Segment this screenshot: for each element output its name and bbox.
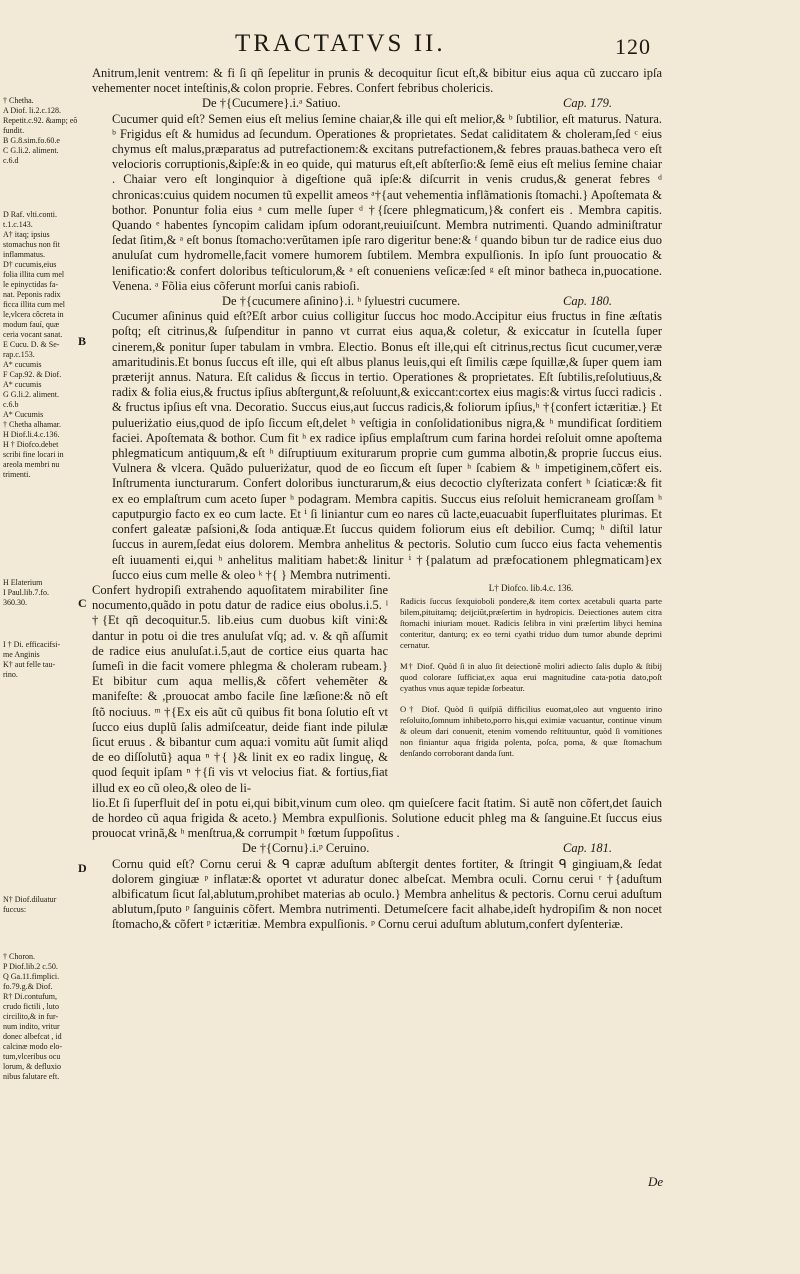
paragraph-anitrum: Anitrum,lenit ventrem: & fi ſi qñ ſepelitur in prunis & decoquitur ſicut eſt,& bibitur eius aqua cũ zuccaro ipſa vehementer nocet inteſtinis,& colon proprie. Febres. Confert febribus cholericis. (92, 66, 662, 96)
margin-note-5: N† Diof.diluatur fuccus: (3, 895, 57, 914)
margin-mark-d: D (78, 861, 87, 875)
chapter-title: De †{Cucumere}.i.ᵃ Satiuo. (202, 96, 341, 111)
chapter-number: Cap. 180. (563, 294, 612, 309)
chapter-number: Cap. 179. (563, 96, 612, 111)
margin-note-2: D Raf. vlti.conti. t.1.c.143. A† itaq; ipsius stomachus non fit inflammatus. D† cucumis,eius folia illita cum mel le epinyctidas fa- nat. Peponis radix ficca illita cum mel le,vlcera côcreta in modum fauí, quæ ceria vocant sanat. E Cucu. D. & Se- rap.c.153. A* cucumis F Cap.92. & Diof. A* cucumis G G.li.2. aliment. c.6.b A* Cucumis † Chetha alhamar. H Diof.li.4.c.136. H † Diofco.debet scribi fine locari in areola membri nu trimenti. (3, 210, 65, 479)
chapter-title: De †{cucumere aſinino}.i. ʰ ſyluestri cucumere. (222, 294, 461, 309)
footnotes-column (400, 583, 662, 796)
footnote-o: O† Diof. Quòd ſi quiſpiã difficilius euomat,oleo aut vnguento irino reſoluito,ſomnum inhibeto,porro his,qui eximiæ vacuantur, continue vinum & oleum dari conuenit, etenim vomendo reſtituuntur, quòd ſi vomitiones non finiantur aqua frigida polenta, poſca, poma, & quæ ſtomachum denſando corroborant danda ſunt. (400, 703, 662, 758)
catchword: De (648, 1174, 664, 1189)
page-header (0, 30, 800, 70)
folio-number: 120 (615, 34, 651, 59)
margin-note-3: H Elaterium I Paul.lib.7.fo. 360.30. (3, 578, 49, 607)
footnote-l-head: L† Diofco. lib.4.c. 136. (488, 582, 574, 593)
margin-mark-b: B (78, 334, 87, 348)
paragraph-cucumer-asininus: Cucumer aſininus quid eſt?Eſt arbor cuius colligitur ſuccus hoc modo.Accipitur eius fructus in fine æſtatis poſtq; eſt citrinus,& ſuſpenditur in panno vt currat eius aqua,& coletur, & exiccatur in ſcutella ſuper cinerem,& ponitur ſuper tabulam in vmbra. Electio. Bonus eſt ille,qui eſt citrinus,rectus ſicut cucumer,veræ amaritudinis.Et bonus ſuccus eſt ille, qui eſt albus planus leuis,qui eſt ſimilis cæpe ſquillæ,& ſuper quem iam præterijt annus. Natura. Eſt calidus & ſiccus in tertio. Operationes & proprietates. Eſt ſubtilis,reſolutiuus,& radix & folia eius,& fructus ipſius abſtergunt,& reſoluunt,& exiccant:cortex eius magis:& virtus ſucci radicis . & fructus ipſius eſt vna. Decoratio. Succus eius,aut ſuccus radicis,& foliorum ipſius,ʰ †{confert ictæritiæ.} Et pulueriżatio eius,quod de ipſo ſiccum eſt,delet ʰ veſtigia in conſolidationibus nigra,& ʰ mundificat ſorditiem faciei. Apoſtemata & bothor. Cum fit ʰ ex radice ipſius emplaſtrum cum farina hordei reſoluit omne apoſtema phlegmaticum antiquum,& eſt ʰ diſruptiuum exiturarum proprie cum gumma albotin,& proprie ſuccus eius. Vulnera & vlcera. Quãdo pulueriżatur, quod de eo ſiccum eſt ſuper ʰ ſcabiem & ʰ impetiginem,cõfert eis. Inſtrumenta iuncturarum. Confert doloribus iuncturarum,& eius decoctio clyſterizata confert ʰ ſciaticæ:& fit ex eo emplaſtrum cum aceto ſuper ʰ podagram. Membra capitis. Succus eius reſoluit hemicraneam groſſam ʰ caputpurgio facto ex eo cum lacte. Et ⁱ ſi liniantur cum eo nares cũ lacte,euacuabit ſuperfluitates plurimas. Et confert galeatæ paſsioni,& ſoda antiquæ.Et ſuccus quidem foliorum eius eſt debilior. Cumq; ʰ diſtil latur ſuccus in aurem,ſedat eius dolorem. Membra anhelitus & pectoris. Solutio cum ſucco eius facta vehementis eſt iuuamenti ei,qui ʰ anhelitus malitiam habet:& linitur ⁱ †{palatum ad præfocationem phlegmaticam}ex ſucco eius cum melle & oleo ᵏ †{ } Membra nutrimenti. (112, 309, 662, 582)
paragraph-cucumer: Cucumer quid eſt? Semen eius eſt melius ſemine chaiar,& ille qui eſt melior,& ᵇ ſubtilior, eſt maturus. Natura. ᵇ Frigidus eſt & humidus ad ſecundum. Operationes & proprietates. Sedat caliditatem & choleram,ſed ᶜ eius chymus eſt malus,præparatus ad putrefactionem:& excitans putrefactionem,& febres prauas.batheca vero eſt velocioris corruptionis,&ipſe:& in eo quide, qui maturus eſt,eſt abſterſio:& ſemẽ eius eſt melius ſemine chaiar . Chaiar vero eſt longinquior à digeſtione quã ipſe:& diſcurrit in venis crudus,& generat febres ᵈ chronicas:cuius quidem nocumen tũ expellit ameos ᵃ†{aut vehementia inflãmationis ſtomachi.} Apoſtemata & bothor. Ponuntur folia eius ᵃ cum melle ſuper ᵈ †{ſcere phlegmaticum,}& confert eis . Membra capitis. Quando ᵉ habentes ſyncopim calidam ipſum odorant,reuiuiſcunt. Membra nutrimenti. Quando adminiſtratur ſedat ſitim,& ᵃ eſt bonus ſtomacho:verũtamen ipſe raro digeritur bene:& ᶠ quando bibun tur de radice eius duo anuluſat cum hydromelle,facit vomere humorem ſubtilem. Membra expulſionis. In ipſo ſunt prouocatio & lenificatio:& confert doloribus teſticulorum,& ᵃ eſt conueniens veſicæ:ſed ᵍ eſt minor batheca in,puocatione. Venena. ᵃ Fõlia eius cõferunt morſui canis rabioſi. (112, 111, 662, 293)
paragraph-cornu: Cornu quid eſt? Cornu cerui & ᑫ capræ aduſtum abſtergit dentes fortiter, & ſtringit ᑫ gingiuam,& ſedat dolorem gingiuæ ᵖ inflatæ:& oportet vt aduratur donec albeſcat. Membra oculi. Cornu cerui ʳ †{aduſtum albificatum ſicut ſal,ablutum,prohibet materias ab oculo.} Membra anhelitus & pectoris. Cornu cerui aduſtum ablutum,ſputo ᵖ ſanguinis cõfert. Membra nutrimenti. Detumeſcere facit alhabe,ideſt hydropiſim & non nocet ſtomacho,& cõfert ᵖ ictæritiæ. Membra expulſionis. ᵖ Cornu cerui aduſtum ablutum,confert dyſenteriæ. (112, 856, 662, 932)
two-column-block (92, 583, 662, 796)
footnote-l: Radicis ſuccus ſexquioboli pondere,& item cortex acetabuli quarta parte bilem,pituitamq; deijciũt,præſertim in hydropicis. Deiectiones autem citra ſtomachi iniuriam mouet. Radicis ſelibra in vini præſertim libyci hemina conteritur, danturq; ex eo terni cyathi triduo dum tumor abunde deprimi cernatur. (400, 595, 662, 650)
paragraph-hydropisis: Confert hydropiſi extrahendo aquoſitatem mirabiliter ſine nocumento,quãdo in potu datur de radice eius obolus.i.5. ˡ †{Et qñ decoquitur.5. lib.eius cum duobus kiſt vini:& dantur in potu oi die tres anuluſat vſq; ad. v. & qñ aſſumit de radice eius anuluſat.i.5,aut de cortice eius quarta hac ſumeſi in die facit vomere phlegma & choleram rubeam.} Et bibitur cum aqua mellis,& cõfert vehemẽter & manifeſte: & ,prouocat ambo facile ſine læſione:& nõ eſt ſtõ nociuus. ᵐ †{Ex eis aũt cũ quibus fit bona ſolutio eſt vt ſucco eius duplũ ſalis admiſceatur, deide fiant inde pilulæ ſicut eruus . & bibantur cum aqua:i vomitu aũt ſumit aliqd de eo diſſolutũ} aqua ⁿ †{ }& linit ex eo radix linguę, & quod ſequit ipſam ⁿ †{ſi vis vt velocius fiat. & fortius,fiat illud ex eo cũ oleo,& oleo de li- (92, 582, 388, 795)
main-text (92, 66, 662, 933)
margin-mark-c: C (78, 596, 87, 610)
footnote-m: M† Diof. Quòd ſi in aluo ſit deiectionẽ moliri adiecto ſalis duplo & ſtibij quod colorare ſufficiat,ex aqua erui magnitudine cata-potia dato,poſt cyathus vnus aquæ tepidæ ſorbeatur. (400, 660, 662, 693)
chapter-title: De †{Cornu}.i.ᵖ Ceruino. (242, 841, 370, 856)
paragraph-hydropisis-continued: lio.Et ſi ſuperfluit deſ in potu ei,qui bibit,vinum cum oleo. qm quieſcere facit ſtatim. Si autẽ non cõfert,det ſauich de hordeo cũ aqua frigida & aceto.} Membra expulſionis. Solutione educit phleg ma & ſanguine.Et ſuccus eius prouocat vrinã,& ʰ menſtrua,& corrumpit ʰ fœtum ſuppoſitus . (92, 795, 662, 841)
margin-note-6: † Choron. P Diof.lib.2 c.50. Q Ga.11.fimplici. fo.79.g.& Diof. R† Di.contufum, crudo fictili , luto circilito,& in fur- num indito, vritur donec albefcat , id calcinæ modo elo- tum,vlceribus ocu lorum, & defluxio nibus falutare eft. (3, 952, 63, 1081)
chapter-heading-180 (92, 294, 662, 309)
chapter-heading-179 (92, 96, 662, 111)
running-title: TRACTATVS II. (235, 30, 446, 57)
chapter-heading-181 (92, 841, 662, 856)
chapter-number: Cap. 181. (563, 841, 612, 856)
margin-note-4: I † Di. efficacifsi- me Anginis K† aut felle tau- rino. (3, 640, 61, 679)
margin-note-1: † Chetha. A Diof. li.2.c.128. Repetit.c.92. &amp; eõ fundit. B G.8.sim.fo.60.e C G.li.2. aliment. c.6.d (3, 96, 78, 165)
